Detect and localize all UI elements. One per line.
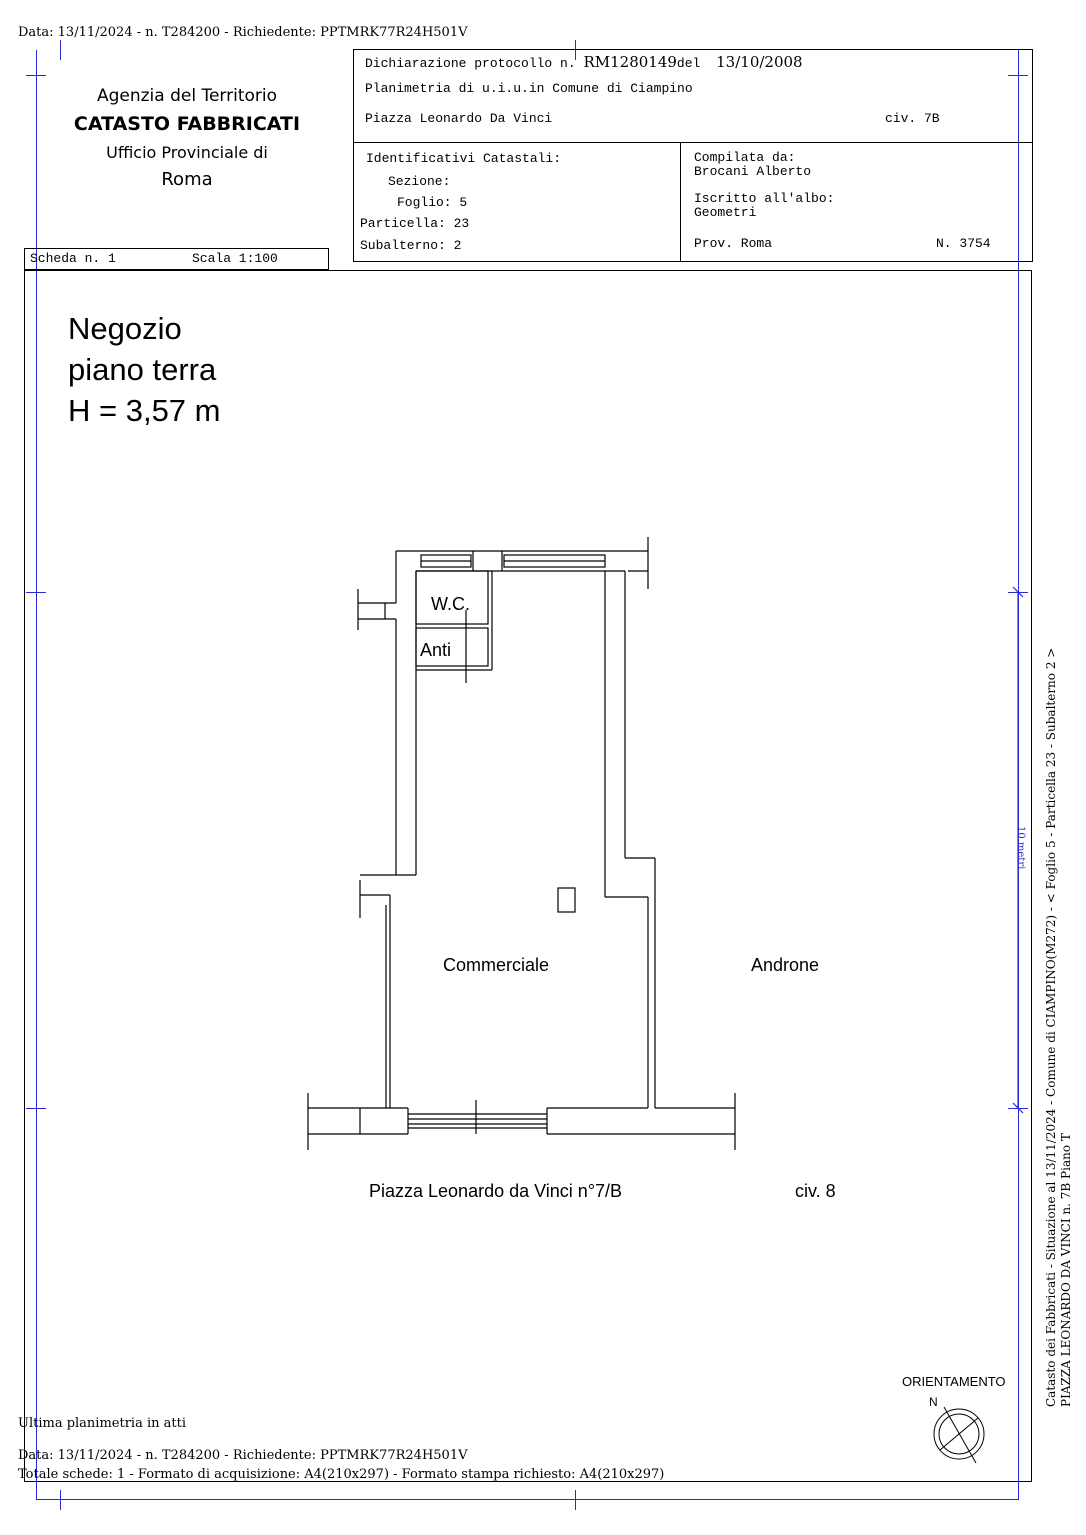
- street-label: Piazza Leonardo da Vinci n°7/B: [369, 1181, 623, 1201]
- side-cadastral-info: Catasto dei Fabbricati - Situazione al 13/11/2024 - Comune di CIAMPINO(M272) - < Foglio 5 - Particella 23 - Subalterno 2 >: [1044, 647, 1058, 1407]
- albo-number: N. 3754: [936, 236, 991, 251]
- top-request-info: Data: 13/11/2024 - n. T284200 - Richiedente: PPTMRK77R24H501V: [18, 25, 468, 40]
- compilata-title: Compilata da:: [694, 150, 796, 165]
- address-street: Piazza Leonardo Da Vinci: [365, 111, 553, 126]
- side-address-info: PIAZZA LEONARDO DA VINCI n. 7B Piano T: [1059, 1133, 1073, 1407]
- albo-value: Geometri: [694, 205, 757, 220]
- north-label: N: [929, 1395, 938, 1409]
- plan-title-height: H = 3,57 m: [68, 393, 221, 428]
- planimetria-line: Planimetria di u.i.u.in Comune di Ciampino: [365, 81, 693, 96]
- catasto-title: CATASTO FABBRICATI: [73, 113, 301, 135]
- scala-label: Scala 1:100: [192, 251, 278, 266]
- footer-request-info: Data: 13/11/2024 - n. T284200 - Richiedente: PPTMRK77R24H501V: [18, 1448, 468, 1463]
- declaration-date: 13/10/2008: [716, 53, 803, 71]
- province-name: Roma: [161, 169, 213, 190]
- scheda-number: Scheda n. 1: [30, 251, 116, 266]
- room-androne: Androne: [751, 955, 820, 975]
- agency-name: Agenzia del Territorio: [96, 86, 278, 106]
- plan-title-floor: piano terra: [68, 352, 217, 387]
- particella-label: Particella: 23: [360, 216, 470, 231]
- footer-format-info: Totale schede: 1 - Formato di acquisizione: A4(210x297) - Formato stampa richiesto: A4(210x297): [18, 1467, 665, 1482]
- declaration-number: RM1280149: [583, 53, 677, 71]
- address-civ: civ. 7B: [885, 111, 940, 126]
- prov-label: Prov. Roma: [694, 236, 773, 251]
- scale-stamp: 10 metri: [1015, 826, 1026, 870]
- civ-8-label: civ. 8: [795, 1181, 836, 1201]
- foglio-label: Foglio: 5: [397, 195, 468, 210]
- iscritto-label: Iscritto all'albo:: [694, 191, 835, 206]
- subalterno-label: Subalterno: 2: [360, 238, 462, 253]
- ultima-planimetria: Ultima planimetria in atti: [18, 1416, 186, 1431]
- sezione-label: Sezione:: [388, 174, 451, 189]
- room-anti: Anti: [420, 640, 452, 660]
- declaration-prefix: Dichiarazione protocollo n.: [365, 56, 576, 71]
- room-wc: W.C.: [431, 594, 470, 614]
- compilata-name: Brocani Alberto: [694, 164, 812, 179]
- room-commerciale: Commerciale: [443, 955, 550, 975]
- orientamento-label: ORIENTAMENTO: [902, 1374, 1006, 1389]
- identificativi-title: Identificativi Catastali:: [366, 151, 562, 166]
- ufficio-label: Ufficio Provinciale di: [106, 143, 268, 162]
- plan-title-type: Negozio: [68, 311, 182, 346]
- declaration-del: del: [676, 56, 701, 71]
- north-arrow-icon: [934, 1407, 984, 1463]
